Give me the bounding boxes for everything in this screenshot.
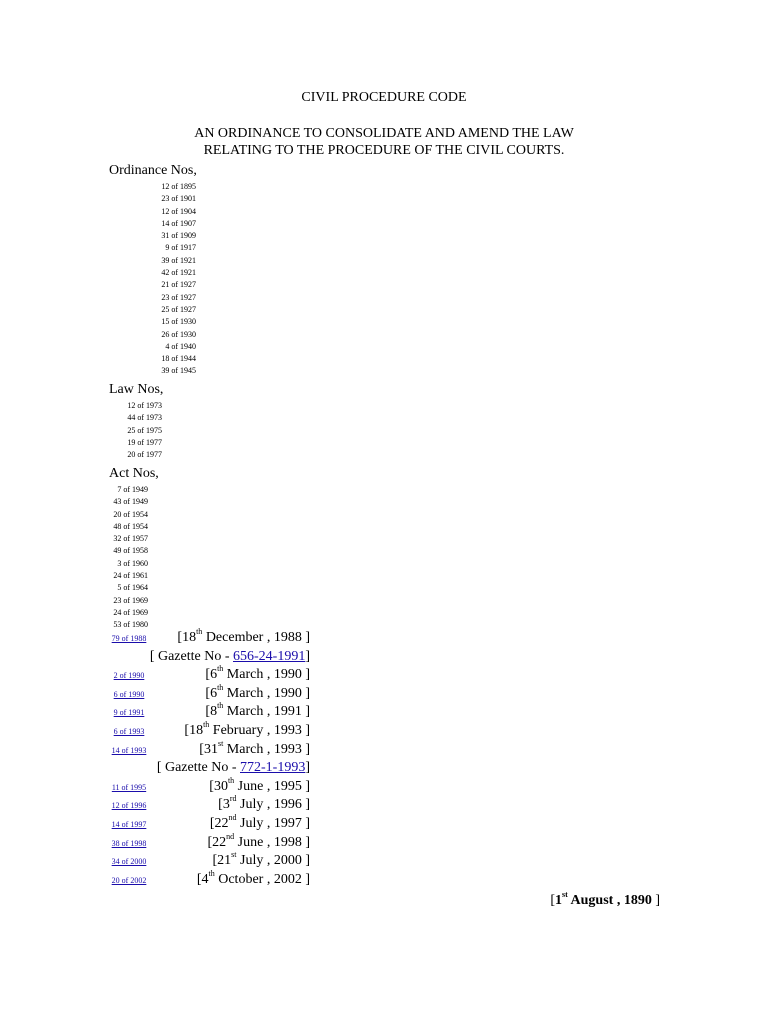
amendment-act-link[interactable]: 9 of 1991 — [113, 708, 145, 718]
amendment-date-rest: March , 1993 ] — [223, 741, 310, 757]
act-item: 24 of 1969 — [113, 607, 148, 617]
amendment-day-suffix: st — [231, 850, 237, 860]
enactment-date-sup: st — [562, 890, 568, 899]
amendment-date: [21st July , 2000 ] — [212, 850, 310, 869]
act-item: 24 of 1961 — [113, 571, 148, 581]
amendment-date: [22nd July , 1997 ] — [209, 813, 310, 831]
amendment-date: [6th March , 1990 ] — [205, 664, 310, 683]
document-subtitle-line2: RELATING TO THE PROCEDURE OF THE CIVIL COURTS. — [203, 143, 565, 158]
ordinance-item: 12 of 1904 — [161, 206, 196, 216]
amendment-date-rest: March , 1990 ] — [223, 685, 310, 701]
ordinance-item: 23 of 1927 — [161, 292, 196, 302]
amendment-day: 3 — [222, 797, 230, 813]
amendment-date: [30th June , 1995 ] — [209, 775, 310, 794]
act-item: 53 of 1980 — [113, 620, 148, 630]
act-item: 32 of 1957 — [113, 534, 148, 544]
amendment-day-suffix: th — [208, 868, 215, 878]
amendment-date: [4th October , 2002 ] — [196, 868, 310, 887]
ordinance-item: 21 of 1927 — [161, 280, 196, 290]
law-heading: Law Nos, — [109, 382, 164, 397]
amendment-act-link[interactable]: 14 of 1993 — [111, 745, 147, 755]
ordinance-item: 12 of 1895 — [161, 182, 196, 191]
ordinance-item: 14 of 1907 — [161, 218, 196, 228]
law-item: 19 of 1977 — [127, 437, 162, 447]
amendment-date: [22nd June , 1998 ] — [207, 831, 310, 850]
amendment-day: 6 — [210, 685, 218, 701]
ordinance-item: 42 of 1921 — [161, 268, 196, 278]
gazette-link[interactable]: 772-1-1993 — [240, 760, 306, 776]
enactment-date — [550, 890, 660, 909]
ordinance-item: 31 of 1909 — [161, 231, 196, 241]
amendment-act-link[interactable]: 34 of 2000 — [111, 857, 147, 867]
amendment-date: [18th December , 1988 ] — [177, 627, 310, 645]
amendment-day-suffix: th — [196, 627, 203, 636]
amendment-act-link[interactable]: 6 of 1993 — [113, 727, 145, 736]
amendment-day-suffix: th — [227, 775, 235, 785]
law-item: 44 of 1973 — [127, 413, 162, 423]
act-item: 49 of 1958 — [113, 546, 148, 556]
amendment-day: 22 — [214, 816, 229, 831]
amendment-date-rest: March , 1990 ] — [223, 667, 310, 683]
amendment-date-rest: December , 1988 ] — [202, 630, 310, 645]
amendment-date: [18th February , 1993 ] — [184, 720, 310, 738]
amendment-act-link[interactable]: 12 of 1996 — [111, 801, 147, 811]
act-item: 43 of 1949 — [113, 497, 148, 507]
enactment-date-day: 1 — [555, 893, 563, 908]
amendment-day: 30 — [213, 778, 228, 794]
gazette-suffix: ] — [305, 648, 310, 664]
document-title: CIVIL PROCEDURE CODE — [301, 90, 467, 105]
amendment-act-link[interactable]: 6 of 1990 — [113, 689, 145, 699]
amendment-day-suffix: nd — [226, 831, 235, 841]
amendment-day: 6 — [210, 667, 218, 683]
amendment-day-suffix: st — [217, 738, 224, 748]
amendment-date-rest: July , 1997 ] — [236, 816, 310, 831]
amendment-act-link[interactable]: 79 of 1988 — [111, 634, 147, 643]
gazette-link[interactable]: 656-24-1991 — [233, 648, 306, 664]
amendment-day-suffix: nd — [228, 813, 237, 822]
enactment-date-open: [ — [550, 893, 556, 908]
amendment-day: 4 — [201, 871, 209, 887]
ordinance-item: 9 of 1917 — [165, 243, 196, 253]
amendment-date-rest: June , 1995 ] — [234, 778, 310, 794]
amendment-day: 21 — [217, 853, 232, 869]
ordinance-list — [140, 181, 196, 378]
ordinance-item: 39 of 1921 — [161, 255, 196, 265]
amendment-date-rest: October , 2002 ] — [214, 871, 310, 887]
amendment-day-suffix: th — [217, 682, 224, 692]
enactment-date-close: ] — [651, 893, 660, 908]
ordinance-item: 39 of 1945 — [161, 366, 196, 376]
amendment-day: 18 — [182, 630, 197, 645]
amendment-date: [3rd July , 1996 ] — [218, 794, 310, 813]
amendment-day-suffix: rd — [229, 794, 237, 804]
law-item: 20 of 1977 — [127, 450, 162, 460]
law-item: 12 of 1973 — [127, 401, 162, 410]
gazette-reference — [157, 760, 310, 776]
amendment-act-link[interactable]: 14 of 1997 — [111, 820, 147, 829]
gazette-prefix: [ Gazette No - — [149, 648, 233, 664]
amendment-date-rest: June , 1998 ] — [234, 834, 310, 850]
enactment-date-rest: August , 1890 — [567, 893, 652, 908]
act-item: 3 of 1960 — [117, 558, 148, 568]
amendment-day-suffix: th — [217, 701, 224, 711]
amendment-day: 18 — [189, 723, 204, 738]
act-item: 48 of 1954 — [113, 521, 148, 531]
amendment-act-link[interactable]: 11 of 1995 — [111, 782, 147, 792]
amendment-date-rest: February , 1993 ] — [209, 723, 310, 738]
ordinance-item: 25 of 1927 — [161, 304, 196, 314]
ordinance-heading: Ordinance Nos, — [109, 163, 197, 178]
amendment-date-rest: March , 1991 ] — [223, 704, 310, 720]
ordinance-item: 4 of 1940 — [165, 341, 196, 351]
amendment-act-link[interactable]: 38 of 1998 — [111, 838, 147, 848]
amendment-day: 31 — [203, 741, 218, 757]
law-list — [110, 400, 162, 461]
ordinance-item: 18 of 1944 — [161, 354, 196, 364]
document-subtitle-line1: AN ORDINANCE TO CONSOLIDATE AND AMEND THE LAW — [194, 126, 574, 141]
amendment-date-rest: July , 1996 ] — [236, 797, 310, 813]
act-item: 5 of 1964 — [117, 583, 148, 593]
amendment-date: [8th March , 1991 ] — [205, 701, 310, 720]
gazette-reference — [150, 649, 310, 665]
amendment-date-rest: July , 2000 ] — [236, 853, 310, 869]
amendment-act-link[interactable]: 2 of 1990 — [113, 671, 145, 681]
amendment-day: 8 — [210, 704, 218, 720]
ordinance-item: 26 of 1930 — [161, 329, 196, 339]
gazette-prefix: [ Gazette No - — [156, 760, 240, 776]
act-heading: Act Nos, — [109, 466, 159, 481]
amendment-day-suffix: th — [217, 664, 224, 674]
amendment-act-link[interactable]: 20 of 2002 — [111, 875, 147, 885]
amendment-date: [31st March , 1993 ] — [199, 738, 310, 757]
ordinance-item: 23 of 1901 — [161, 194, 196, 204]
law-item: 25 of 1975 — [127, 425, 162, 435]
amendment-date: [6th March , 1990 ] — [205, 682, 310, 701]
ordinance-item: 15 of 1930 — [161, 317, 196, 327]
act-item: 7 of 1949 — [117, 485, 148, 494]
gazette-suffix: ] — [305, 760, 310, 776]
amendment-day-suffix: th — [203, 720, 210, 729]
amendment-day: 22 — [212, 834, 227, 850]
act-item: 23 of 1969 — [113, 595, 148, 605]
act-item: 20 of 1954 — [113, 509, 148, 519]
act-list — [105, 484, 148, 632]
